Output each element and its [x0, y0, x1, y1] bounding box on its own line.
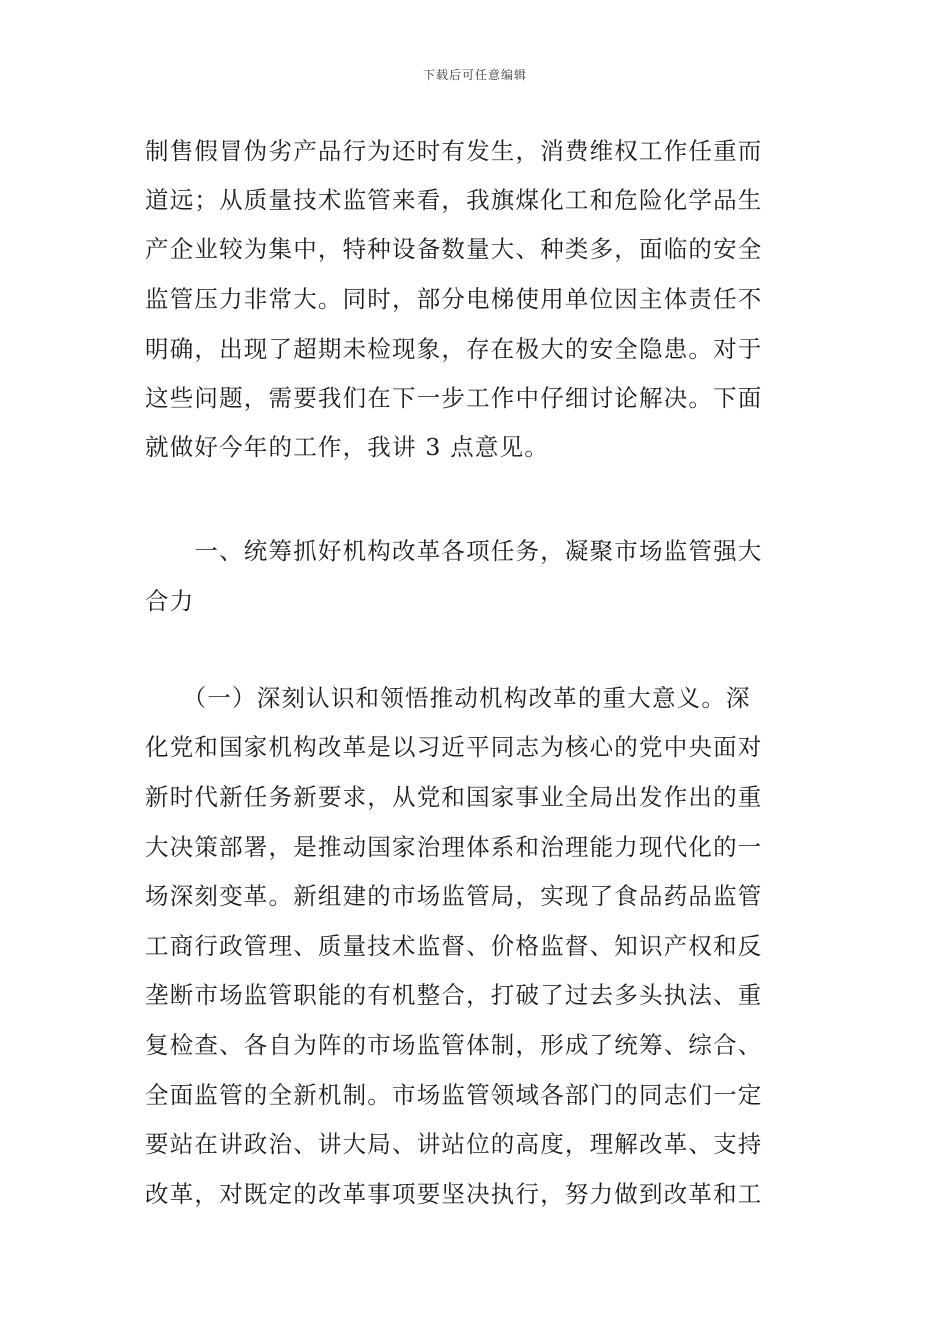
text-line: 化党和国家机构改革是以习近平同志为核心的党中央面对	[145, 733, 763, 761]
text-line: 明确，出现了超期未检现象，存在极大的安全隐患。对于	[145, 335, 763, 363]
text-line: 复检查、各自为阵的市场监管体制，形成了统筹、综合、	[145, 1031, 763, 1059]
text-line: 场深刻变革。新组建的市场监管局，实现了食品药品监管	[145, 882, 763, 910]
text-line: 新时代新任务新要求，从党和国家事业全局出发作出的重	[145, 783, 763, 811]
section-heading: 一、统筹抓好机构改革各项任务，凝聚市场监管强大	[145, 537, 763, 565]
text-line: 就做好今年的工作，我讲 3 点意见。	[145, 433, 549, 461]
text-line: 工商行政管理、质量技术监督、价格监督、知识产权和反	[145, 932, 763, 960]
text-line: 要站在讲政治、讲大局、讲站位的高度，理解改革、支持	[145, 1130, 763, 1158]
text-line: 垄断市场监管职能的有机整合，打破了过去多头执法、重	[145, 981, 763, 1009]
text-line: 改革，对既定的改革事项要坚决执行，努力做到改革和工	[145, 1180, 763, 1208]
page-header: 下载后可任意编辑	[422, 68, 527, 82]
section-heading: 合力	[145, 587, 195, 615]
text-line: 道远；从质量技术监管来看，我旗煤化工和危险化学品生	[145, 186, 763, 214]
text-line: 全面监管的全新机制。市场监管领域各部门的同志们一定	[145, 1081, 763, 1109]
text-line: 监管压力非常大。同时，部分电梯使用单位因主体责任不	[145, 285, 763, 313]
text-line: 这些问题，需要我们在下一步工作中仔细讨论解决。下面	[145, 384, 763, 412]
text-line: （一）深刻认识和领悟推动机构改革的重大意义。深	[145, 684, 751, 712]
text-line: 大决策部署，是推动国家治理体系和治理能力现代化的一	[145, 833, 763, 861]
text-line: 制售假冒伪劣产品行为还时有发生，消费维权工作任重而	[145, 137, 763, 165]
text-line: 产企业较为集中，特种设备数量大、种类多，面临的安全	[145, 235, 763, 263]
